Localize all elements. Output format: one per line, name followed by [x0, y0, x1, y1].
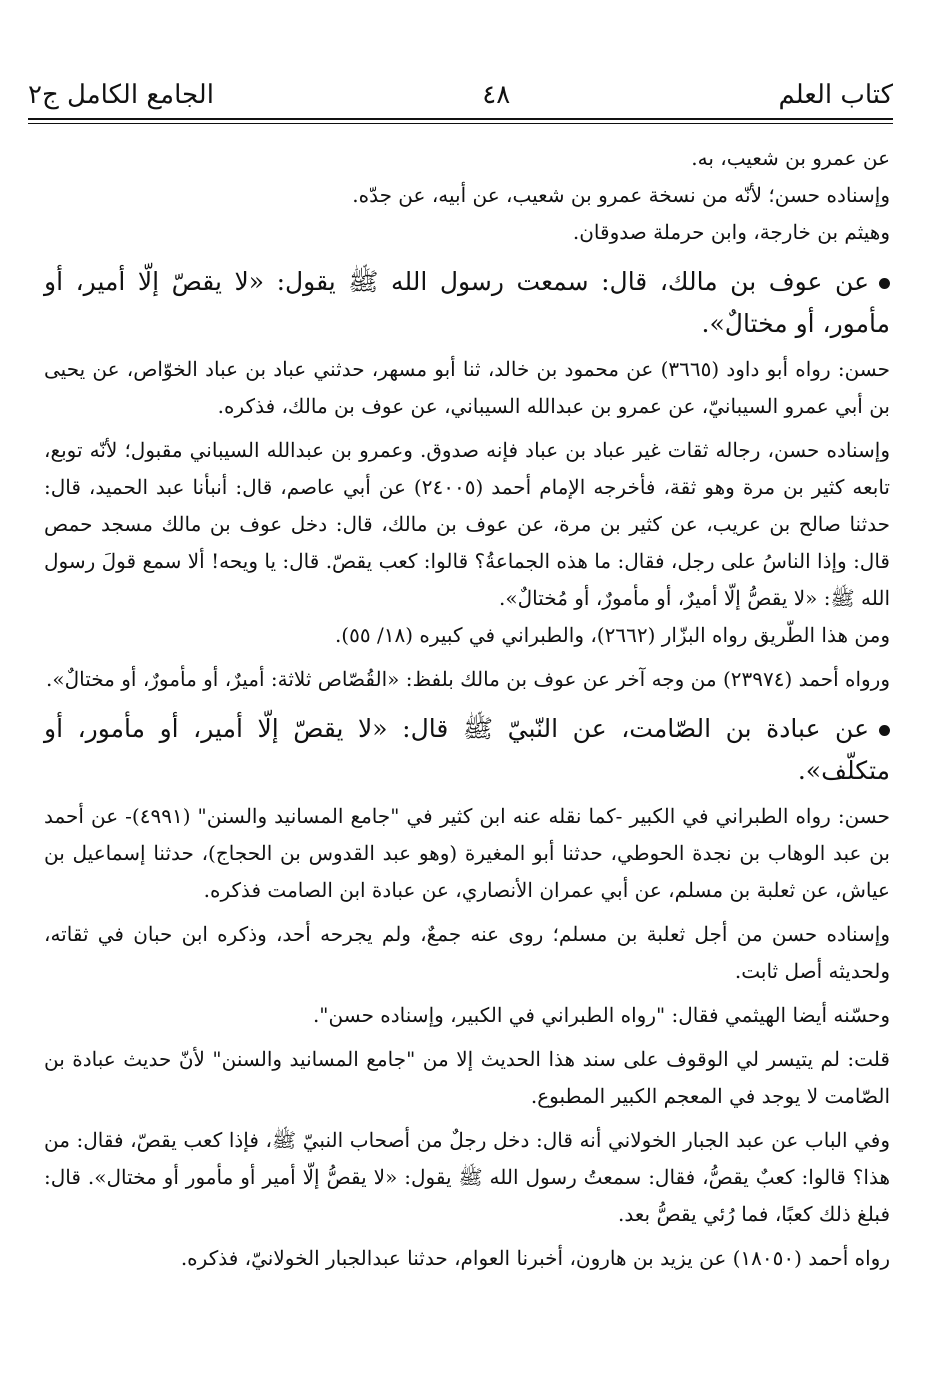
page-body: [44, 140, 890, 1277]
paragraph: وإسناده حسن، رجاله ثقات غير عباد بن عباد فإنه صدوق. وعمرو بن عبدالله السيباني مقبول؛ لأنّه توبع، تابعه كثير بن مرة وهو ثقة، فأخرجه الإمام أحمد (٢٤٠٠٥) عن أبي عاصم، قال: أنبأنا عبد الحميد، قال: حدثنا صالح بن عريب، عن كثير بن مرة، عن عوف بن مالك، قال: دخل عوف بن مالك مسجد حمص قال: وإذا الناسُ على رجل، فقال: ما هذه الجماعةُ؟ قالوا: كعب يقصّ. قال: يا ويحه! ألا سمع قولَ رسول الله ﷺ: «لا يقصُّ إلّا أميرٌ، أو مأمورٌ، أو مُختالٌ».: [44, 438, 891, 610]
hadith-paragraph: [44, 708, 890, 792]
page-header: [28, 70, 893, 110]
paragraph: حسن: رواه الطبراني في الكبير -كما نقله عنه ابن كثير في "جامع المسانيد والسنن" (٤٩٩١)- عن أحمد بن عبد الوهاب بن نجدة الحوطي، حدثنا أبو المغيرة (وهو عبد القدوس بن الحجاج)، حدثنا إسماعيل بن عياش، عن ثعلبة بن مسلم، عن أبي عمران الأنصاري، عن عبادة ابن الصامت فذكره.: [44, 804, 890, 902]
book-title: الجامع الكامل ج٢: [28, 80, 214, 110]
bullet-icon: [879, 278, 890, 289]
chapter-title: كتاب العلم: [778, 80, 893, 110]
paragraph: قلت: لم يتيسر لي الوقوف على سند هذا الحديث إلا من "جامع المسانيد والسنن" لأنّ حديث عبادة بن الصّامت لا يوجد في المعجم الكبير المطبوع.: [44, 1047, 890, 1108]
paragraph: عن عمرو بن شعيب، به.: [691, 146, 890, 170]
paragraph: حسن: رواه أبو داود (٣٦٦٥) عن محمود بن خالد، ثنا أبو مسهر، حدثني عباد بن عباد الخوّاص، عن يحيى بن أبي عمرو السيبانيّ، عن عمرو بن عبدالله السيباني، عن عوف بن مالك، فذكره.: [44, 357, 891, 418]
paragraph: وهيثم بن خارجة، وابن حرملة صدوقان.: [572, 220, 890, 244]
paragraph: وفي الباب عن عبد الجبار الخولاني أنه قال: دخل رجلٌ من أصحاب النبيّ ﷺ، فإذا كعب يقصّ، فقال: من هذا؟ قالوا: كعبٌ يقصُّ، فقال: سمعتُ رسول الله ﷺ يقول: «لا يقصُّ إلّا أمير أو مأمور أو مختال». قال: فبلغ ذلك كعبًا، فما رُئي يقصُّ بعد.: [44, 1128, 890, 1226]
paragraph: ورواه أحمد (٢٣٩٧٤) من وجه آخر عن عوف بن مالك بلفظ: «القُصّاص ثلاثة: أميرٌ، أو مأمورٌ، أو مختالٌ».: [46, 667, 890, 691]
hadith-text: عن عوف بن مالك، قال: سمعت رسول الله ﷺ يقول: «لا يقصّ إلّا أمير، أو مأمور، أو مختالٌ».: [44, 267, 890, 338]
page-number: ٤٨: [482, 80, 511, 110]
bullet-icon: [879, 725, 890, 736]
paragraph: وإسناده حسن من أجل ثعلبة بن مسلم؛ روى عنه جمعٌ، ولم يجرحه أحد، وذكره ابن حبان في ثقاته، ولحديثه أصل ثابت.: [44, 922, 890, 983]
hadith-text: عن عبادة بن الصّامت، عن النّبيّ ﷺ قال: «لا يقصّ إلّا أمير، أو مأمور، أو متكلّف».: [44, 714, 890, 785]
paragraph: رواه أحمد (١٨٠٥٠) عن يزيد بن هارون، أخبرنا العوام، حدثنا عبدالجبار الخولانيّ، فذكره.: [180, 1246, 890, 1270]
paragraph: وحسّنه أيضا الهيثمي فقال: "رواه الطبراني في الكبير، وإسناده حسن".: [312, 1003, 890, 1027]
paragraph: ومن هذا الطّريق رواه البزّار (٢٦٦٢)، والطبراني في كبيره (١٨/ ٥٥).: [334, 623, 890, 647]
header-rule-thin: [28, 123, 893, 124]
paragraph: وإسناده حسن؛ لأنّه من نسخة عمرو بن شعيب، عن أبيه، عن جدّه.: [352, 183, 890, 207]
hadith-paragraph: [44, 261, 890, 345]
header-rule-thick: [28, 118, 893, 120]
